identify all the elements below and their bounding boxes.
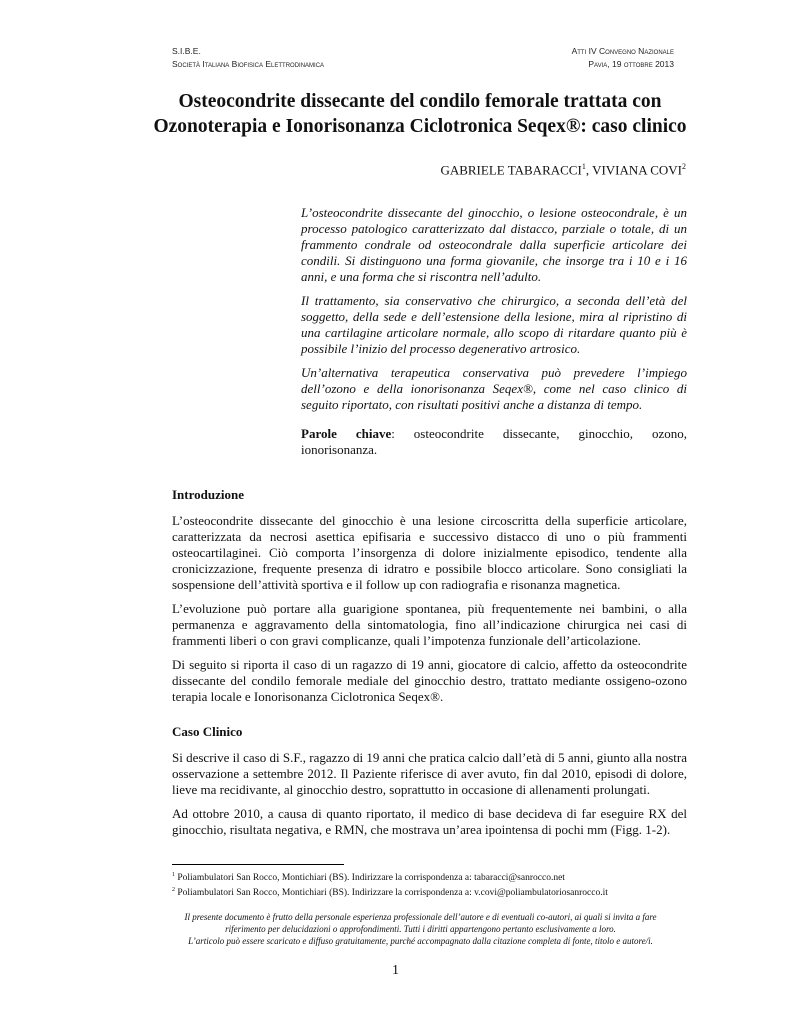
author-2: VIVIANA COVI xyxy=(592,162,682,178)
footnote-2 xyxy=(172,884,608,899)
disclaimer-line-3: L’articolo può essere scaricato e diffuso gratuitamente, purché accompagnato dalla citazione completa di fonte, titolo e autore/i. xyxy=(188,936,653,946)
header-org-acronym: S.I.B.E. xyxy=(172,46,201,56)
intro-paragraph-2: L’evoluzione può portare alla guarigione spontanea, più frequentemente nei bambini, o alla permanenza e aggravamento della sintomatologia, fino all’indicazione chirurgica nei casi di frammenti liberi o con gravi complicanze, quali l’impotenza funzionale dell’articolazione. xyxy=(172,601,687,648)
author-list xyxy=(440,162,686,178)
footnote-2-mark: 2 xyxy=(172,887,175,894)
author-2-affiliation-mark: 2 xyxy=(682,162,686,171)
paper-title xyxy=(150,89,690,139)
case-paragraph-2: Ad ottobre 2010, a causa di quanto riportato, il medico di base decideva di far eseguire RX del ginocchio, risultata negativa, e RMN, che mostrava un’area ipointensa di pochi mm (Figg. 1-2). xyxy=(172,806,687,837)
section-introduction xyxy=(172,487,687,713)
footnotes xyxy=(172,869,608,899)
section-heading-introduction: Introduzione xyxy=(172,487,244,502)
disclaimer-line-1: Il presente documento è frutto della personale esperienza professionale dell’autore e di eventuali co-autori, ai quali si invita a fare xyxy=(184,912,657,922)
running-header-right xyxy=(572,45,674,71)
abstract xyxy=(301,205,687,421)
disclaimer-line-2: riferimento per delucidazioni o approfondimenti. Tutti i diritti appartengono pertanto esclusivamente a loro. xyxy=(225,924,616,934)
keywords-list: : osteocondrite dissecante, ginocchio, ozono, ionorisonanza. xyxy=(301,426,687,457)
abstract-paragraph-2: Il trattamento, sia conservativo che chirurgico, a seconda dell’età del soggetto, della sede e dell’estensione della lesione, mira al ripristino di una cartilagine articolare normale, allo scopo di ritardare quanto più è possibile l’inizio del processo degenerativo artrosico. xyxy=(301,293,687,356)
page-number: 1 xyxy=(392,963,399,978)
footnote-2-text: Poliambulatori San Rocco, Montichiari (BS). Indirizzare la corrispondenza a: v.covi@poliambulatoriosanrocco.it xyxy=(175,888,608,899)
title-line-2: Ozonoterapia e Ionorisonanza Ciclotronica Seqex®: caso clinico xyxy=(153,116,687,137)
author-1: GABRIELE TABARACCI xyxy=(440,162,582,178)
keywords-label: Parole chiave xyxy=(301,426,392,441)
intro-paragraph-1: L’osteocondrite dissecante del ginocchio è una lesione circoscritta della superficie articolare, caratterizzata da necrosi asettica epifisaria e successivo distacco di uno o più frammenti osteocartilaginei. Ciò comporta l’insorgenza di dolore inizialmente episodico, tendente alla cronicizzazione, frequente presenza di idratro e possibile blocco articolare. Sono consigliati la sospensione dell’attività sportiva e il follow up con radiografia e risonanza magnetica. xyxy=(172,513,687,592)
section-heading-case: Caso Clinico xyxy=(172,724,243,739)
footnote-divider xyxy=(172,864,344,865)
intro-paragraph-3: Di seguito si riporta il caso di un ragazzo di 19 anni, giocatore di calcio, affetto da osteocondrite dissecante del condilo femorale mediale del ginocchio destro, trattato mediante ossigeno-ozono terapia locale e Ionorisonanza Ciclotronica Seqex®. xyxy=(172,657,687,704)
footnote-1-text: Poliambulatori San Rocco, Montichiari (BS). Indirizzare la corrispondenza a: tabaracci@sanrocco.net xyxy=(175,873,565,884)
header-proceedings: Atti IV Convegno Nazionale xyxy=(571,46,674,56)
header-place-date: Pavia, 19 ottobre 2013 xyxy=(588,59,674,69)
abstract-paragraph-3: Un’alternativa terapeutica conservativa può prevedere l’impiego dell’ozono e della ionorisonanza Seqex®, come nel caso clinico di seguito riportato, con risultati positivi anche a distanza di tempo. xyxy=(301,365,687,412)
copyright-disclaimer xyxy=(150,911,691,947)
section-case-report xyxy=(172,724,687,846)
case-paragraph-1: Si descrive il caso di S.F., ragazzo di 19 anni che pratica calcio dall’età di 5 anni, giunto alla nostra osservazione a settembre 2012. Il Paziente riferisce di aver avuto, fin dal 2010, episodi di dolore, lieve ma recidivante, al ginocchio destro, soprattutto in occasione di allenamenti prolungati. xyxy=(172,750,687,797)
keywords xyxy=(301,426,687,458)
header-org-name: Società Italiana Biofisica Elettrodinamica xyxy=(172,59,325,69)
footnote-1 xyxy=(172,869,608,884)
author-separator: , xyxy=(585,162,593,178)
running-header-left xyxy=(172,45,324,71)
author-1-affiliation-mark: 1 xyxy=(581,162,586,171)
abstract-paragraph-1: L’osteocondrite dissecante del ginocchio, o lesione osteocondrale, è un processo patologico caratterizzato dal distacco, parziale o totale, di un frammento condrale od osteocondrale dalla superficie articolare dei condili. Si distinguono una forma giovanile, che insorge tra i 10 e i 16 anni, e una forma che si riscontra nell’adulto. xyxy=(301,205,687,284)
title-line-1: Osteocondrite dissecante del condilo femorale trattata con xyxy=(178,91,662,112)
footnote-1-mark: 1 xyxy=(172,872,175,878)
